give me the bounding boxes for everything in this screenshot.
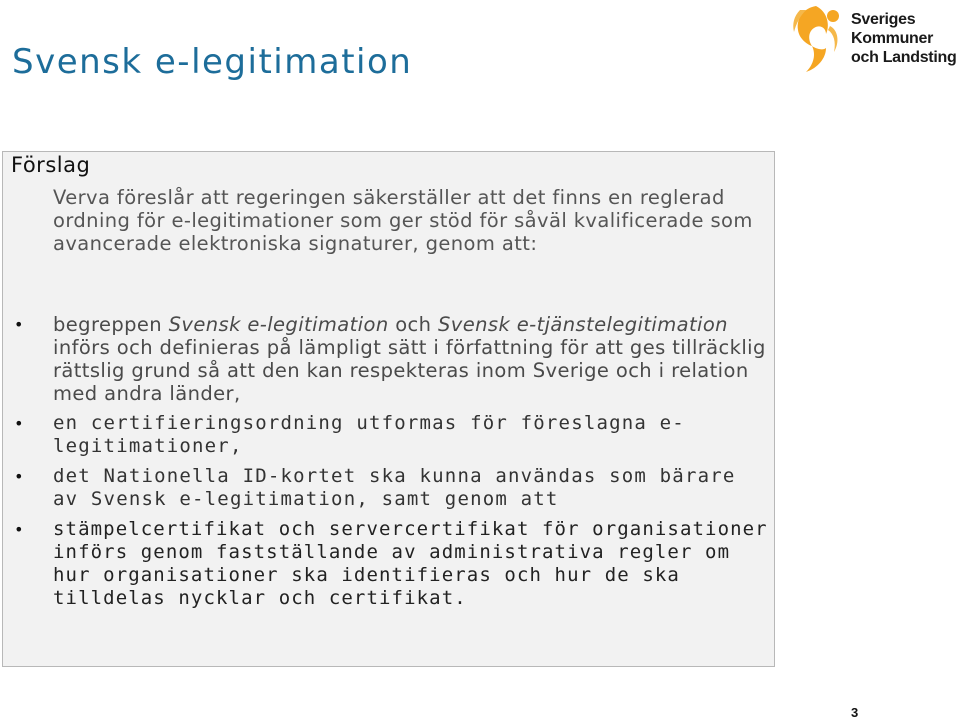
bullet-text: en certifieringsordning utformas för föreslagna e-legitimationer, (53, 412, 685, 457)
bullet-icon: • (14, 414, 25, 433)
bullet-text: stämpelcertifikat och servercertifikat för organisationer införs genom fastställande av administrativa regler om hur organisationer ska identifieras och hur de ska tilldelas nycklar och certifikat. (53, 518, 768, 609)
slide-number: 3 (851, 705, 859, 720)
bullet-item (0, 313, 775, 405)
logo-line-2: Kommuner (851, 30, 934, 47)
sun-logo-icon (786, 2, 848, 76)
bullet-item (0, 412, 775, 458)
term-svensk-e-legitimation: Svensk e-legitimation (168, 313, 389, 336)
bullet-text-pre: begreppen (53, 313, 169, 336)
proposal-intro: Verva föreslår att regeringen säkerställer att det finns en reglerad ordning för e-legitimationer som ger stöd för såväl kvalificerade som avancerade elektroniska signaturer, genom att: (53, 186, 753, 255)
logo-wordmark (851, 10, 956, 67)
proposal-heading: Förslag (11, 153, 91, 177)
slide-title: Svensk e-legitimation (12, 42, 413, 82)
bullet-item (0, 465, 775, 511)
term-svensk-e-tjanstelegitimation: Svensk e-tjänstelegitimation (438, 313, 728, 336)
bullet-icon: • (14, 520, 25, 539)
bullet-item (0, 518, 775, 610)
bullet-text: det Nationella ID-kortet ska kunna användas som bärare av Svensk e-legitimation, samt genom att (53, 465, 736, 510)
bullet-icon: • (14, 315, 24, 334)
logo-line-3: och Landsting (851, 49, 957, 66)
skl-logo (786, 2, 960, 76)
proposal-bullet-list (0, 313, 775, 617)
bullet-text-mid: och (388, 313, 439, 336)
bullet-text-post: införs och definieras på lämpligt sätt i författning för att ges tillräcklig rättslig grund så att den kan respekteras inom Sverige och i relation med andra länder, (53, 336, 766, 405)
bullet-icon: • (14, 467, 25, 486)
logo-line-1: Sveriges (851, 11, 916, 28)
